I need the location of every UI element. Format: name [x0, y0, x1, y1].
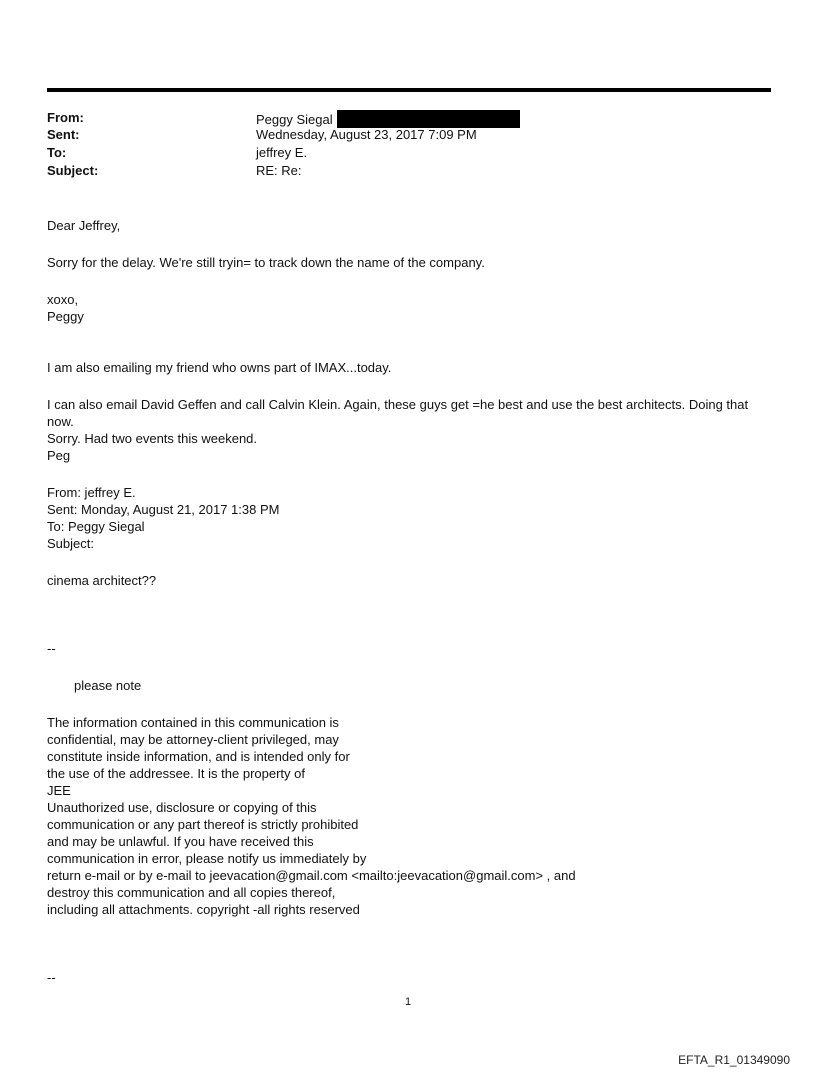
subject-row [47, 163, 771, 181]
separator: -- [47, 641, 56, 656]
to-row [47, 145, 771, 163]
email-body [47, 217, 777, 986]
disclaimer-line: communication or any part thereof is strictly prohibited [47, 817, 359, 832]
disclaimer-line: communication in error, please notify us immediately by [47, 851, 367, 866]
disclaimer-line: JEE [47, 783, 71, 798]
please-note: please note [74, 678, 142, 693]
body-line: now. [47, 414, 74, 429]
disclaimer-line: The information contained in this communication is [47, 715, 339, 730]
to-label: To: [47, 145, 67, 160]
disclaimer-line: Unauthorized use, disclosure or copying of this [47, 800, 317, 815]
document-id: EFTA_R1_01349090 [678, 1053, 790, 1067]
disclaimer [47, 714, 777, 918]
sent-label: Sent: [47, 127, 80, 142]
header-rule [47, 88, 771, 92]
sent-value: Wednesday, August 23, 2017 7:09 PM [256, 127, 477, 142]
signoff: xoxo, [47, 292, 79, 307]
subject-label: Subject: [47, 163, 99, 178]
from-row [47, 110, 771, 128]
subject-value: RE: Re: [256, 163, 302, 178]
redaction-block [337, 110, 520, 128]
disclaimer-line: constitute inside information, and is intended only for [47, 749, 350, 764]
quoted-to: To: Peggy Siegal [47, 519, 145, 534]
page-number: 1 [404, 996, 412, 1008]
body-line: Sorry for the delay. We're still tryin= to track down the name of the company. [47, 255, 485, 270]
disclaimer-line: return e-mail or by e-mail to jeevacation@gmail.com <mailto:jeevacation@gmail.com> , and [47, 868, 576, 883]
body-line: Sorry. Had two events this weekend. [47, 431, 258, 446]
disclaimer-line: and may be unlawful. If you have received this [47, 834, 314, 849]
disclaimer-line: the use of the addressee. It is the property of [47, 766, 305, 781]
disclaimer-line: destroy this communication and all copies thereof, [47, 885, 336, 900]
disclaimer-line: confidential, may be attorney-client privileged, may [47, 732, 339, 747]
body-line: I am also emailing my friend who owns part of IMAX...today. [47, 360, 392, 375]
from-label: From: [47, 110, 84, 125]
disclaimer-line: including all attachments. copyright -all rights reserved [47, 902, 360, 917]
quoted-subject: Subject: [47, 536, 94, 551]
sent-row [47, 127, 771, 145]
from-name: Peggy Siegal [256, 112, 333, 127]
to-value: jeffrey E. [256, 145, 308, 160]
quoted-message: cinema architect?? [47, 573, 157, 588]
from-value [256, 110, 520, 128]
body-line: Peg [47, 448, 71, 463]
separator: -- [47, 970, 56, 985]
quoted-from: From: jeffrey E. [47, 485, 136, 500]
signoff-name: Peggy [47, 309, 84, 324]
greeting: Dear Jeffrey, [47, 218, 121, 233]
body-line: I can also email David Geffen and call Calvin Klein. Again, these guys get =he best and use the best architects. Doing that [47, 397, 749, 412]
quoted-sent: Sent: Monday, August 21, 2017 1:38 PM [47, 502, 280, 517]
